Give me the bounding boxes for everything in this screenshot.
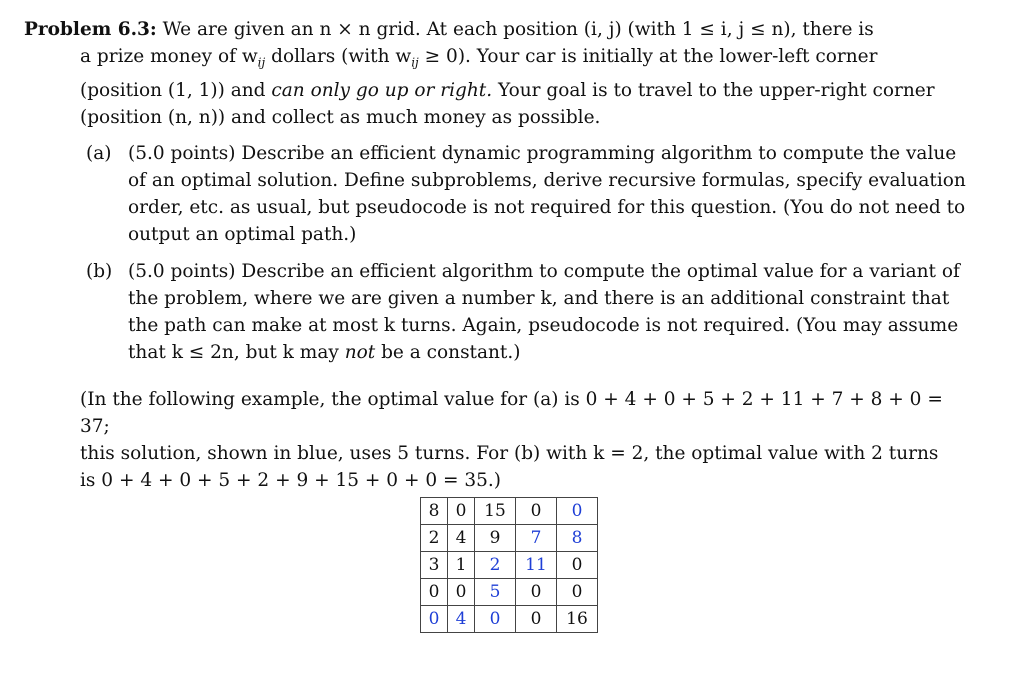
grid-table <box>420 497 598 633</box>
part-a <box>86 140 966 248</box>
grid-cell-path: 0 <box>475 606 516 633</box>
grid-cell-path: 4 <box>448 606 475 633</box>
problem-line-2-sub2: ij <box>411 55 419 70</box>
grid-cell: 8 <box>421 498 448 525</box>
grid-cell: 0 <box>516 606 557 633</box>
grid-cell-path: 0 <box>557 498 598 525</box>
part-b <box>86 258 966 366</box>
grid-row <box>421 606 598 633</box>
problem-line-3 <box>24 77 964 104</box>
problem-line-2-c: ≥ 0). Your car is initially at the lower-left corner <box>418 46 878 67</box>
grid-cell: 0 <box>516 579 557 606</box>
problem-line-4: (position (n, n)) and collect as much money as possible. <box>80 106 601 128</box>
grid-cell: 3 <box>421 552 448 579</box>
part-a-label: (a) <box>86 143 112 164</box>
grid-cell: 0 <box>448 579 475 606</box>
grid-row <box>421 552 598 579</box>
part-b-em: not <box>344 342 376 363</box>
grid-cell-path: 5 <box>475 579 516 606</box>
example-line-3: is 0 + 4 + 0 + 5 + 2 + 9 + 15 + 0 + 0 = 35.) <box>80 470 501 491</box>
grid-cell-path: 2 <box>475 552 516 579</box>
grid-cell: 0 <box>448 498 475 525</box>
part-b-text-end: be a constant.) <box>375 342 521 363</box>
part-a-text: (5.0 points) Describe an efficient dynamic programming algorithm to compute the value of an optimal solution. Define subproblems, derive recursive formulas, specify evaluation order, etc. as usual, but pseudocode is not required for this question. (You do not need to output an optimal path.) <box>128 143 966 245</box>
problem-line-3-b: Your goal is to travel to the upper-right corner <box>492 79 935 101</box>
grid-cell-path: 11 <box>516 552 557 579</box>
problem-line-1-text: We are given an n × n grid. At each position (i, j) (with 1 ≤ i, j ≤ n), there is <box>162 19 874 40</box>
example-line-2: this solution, shown in blue, uses 5 turns. For (b) with k = 2, the optimal value with 2 turns <box>80 443 939 464</box>
grid-cell-path: 0 <box>421 606 448 633</box>
problem-line-2-b: dollars (with w <box>265 46 412 67</box>
problem-line-2 <box>24 43 964 77</box>
part-b-text: (5.0 points) Describe an efficient algorithm to compute the optimal value for a variant of the problem, where we are given a number k, and there is an additional constraint that the path can make at most k turns. Again, pseudocode is not required. (You may assume that k ≤ 2n, but k may <box>128 261 960 363</box>
part-b-body <box>128 258 966 366</box>
problem-line-3-a: (position (1, 1)) and <box>80 79 272 101</box>
problem-line-2-sub: ij <box>257 55 266 70</box>
grid-cell: 0 <box>516 498 557 525</box>
grid-row <box>421 579 598 606</box>
example-grid <box>420 497 598 633</box>
problem-line-3-em: can only go up or right. <box>271 79 493 101</box>
grid-cell-path: 7 <box>516 525 557 552</box>
grid-cell: 4 <box>448 525 475 552</box>
problem-line-1 <box>24 16 964 43</box>
grid-cell: 2 <box>421 525 448 552</box>
part-b-label: (b) <box>86 261 113 282</box>
example-line-1: (In the following example, the optimal value for (a) is 0 + 4 + 0 + 5 + 2 + 11 + 7 + 8 + 0 = 37; <box>80 389 943 437</box>
grid-cell: 0 <box>557 552 598 579</box>
grid-row <box>421 525 598 552</box>
grid-cell: 0 <box>421 579 448 606</box>
grid-cell: 1 <box>448 552 475 579</box>
problem-title: Problem 6.3: <box>24 19 157 40</box>
example-paragraph <box>80 386 970 494</box>
grid-cell-path: 8 <box>557 525 598 552</box>
grid-cell: 16 <box>557 606 598 633</box>
problem-statement <box>24 16 964 131</box>
grid-row <box>421 498 598 525</box>
grid-cell: 9 <box>475 525 516 552</box>
problem-line-2-a: a prize money of w <box>80 46 258 67</box>
grid-cell: 0 <box>557 579 598 606</box>
grid-cell: 15 <box>475 498 516 525</box>
